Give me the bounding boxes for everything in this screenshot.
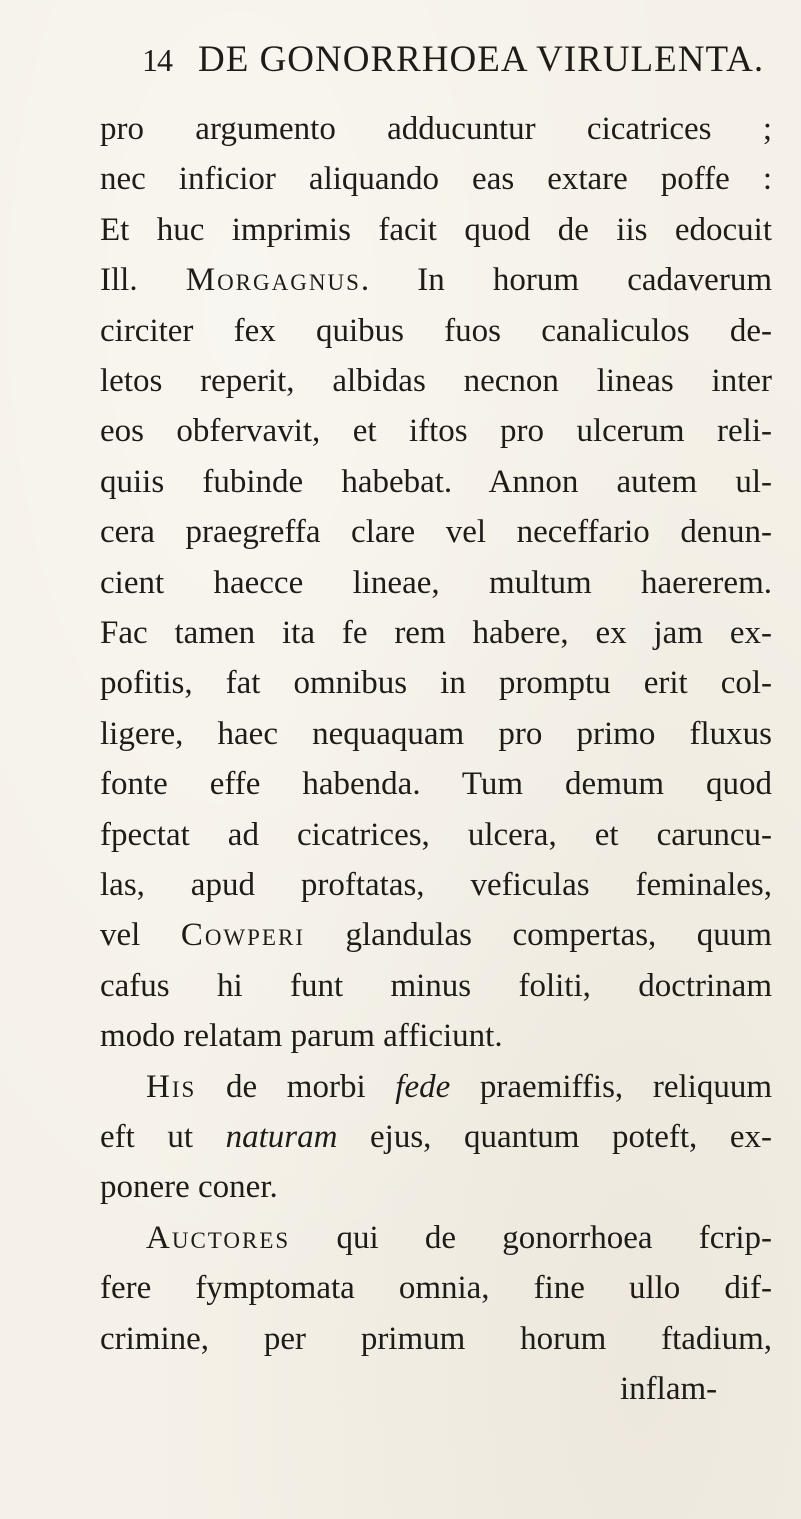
page-header [142,38,764,88]
text-segment: circiter fex quibus fuos canaliculos de- [100,312,772,349]
text-segment: cient haecce lineae, multum haererem. [100,564,772,601]
text-segment: . In horum cadaverum [360,262,772,299]
text-line [100,1011,503,1061]
text-segment: fonte effe habenda. Tum demum quod [100,766,772,803]
text-segment: de morbi [196,1068,396,1105]
text-segment: letos reperit, albidas necnon lineas inter [100,363,772,399]
page-number: 14 [142,42,172,78]
text-segment: cafus hi funt minus foliti, doctrinam [100,967,772,1004]
text-segment: Auctores [146,1219,291,1256]
text-segment: Fac tamen ita fe rem habere, ex jam ex- [100,615,772,651]
text-segment: cera praegreffa clare vel neceffario denun- [100,514,772,551]
text-segment: vel [100,917,181,954]
text-segment: His [146,1068,197,1105]
text-line [100,1263,772,1313]
text-segment: naturam [225,1119,338,1155]
text-segment: qui de gonorrhoea fcrip- [290,1219,772,1256]
text-segment: quiis fubinde habebat. Annon autem ul- [100,463,772,500]
text-line [100,1112,772,1162]
text-segment: ligere, haec nequaquam pro primo fluxus [100,715,772,752]
text-line [100,154,772,204]
running-title: DE GONORRHOEA VIRULENTA. [198,39,765,80]
text-segment: Morgagnus [185,262,361,299]
text-line [100,759,772,809]
text-line [100,356,772,406]
text-segment: Et huc imprimis facit quod de iis edocuit [100,211,772,248]
text-segment: fere fymptomata omnia, fine ullo dif- [100,1270,772,1307]
text-segment: inflam- [620,1371,718,1407]
text-line [100,910,772,960]
text-segment: ponere coner. [100,1169,278,1206]
text-segment: Ill. [100,262,186,299]
text-line [100,406,772,456]
text-line [146,1062,772,1112]
text-segment: fede [395,1068,451,1105]
text-line [100,558,772,608]
text-segment: glandulas compertas, quum [304,917,772,954]
text-line [100,255,772,305]
text-line [100,608,772,658]
text-line [100,205,772,255]
text-segment: las, apud proftatas, veficulas feminales, [100,867,772,903]
text-line [100,457,772,507]
text-line [100,1314,772,1364]
text-line [146,1213,772,1263]
text-segment: ejus, quantum poteft, ex- [337,1119,772,1155]
text-line [100,709,772,759]
text-line [620,1364,717,1414]
text-segment: Cowperi [180,917,305,954]
text-line [100,1162,278,1212]
text-segment: modo relatam parum afficiunt. [100,1018,503,1055]
text-line [100,306,772,356]
text-line [100,860,772,910]
text-segment: fpectat ad cicatrices, ulcera, et caruncu- [100,816,772,853]
text-segment: praemiffis, reliquum [450,1068,772,1105]
text-segment: crimine, per primum horum ftadium, [100,1320,772,1357]
text-line [100,810,772,860]
text-segment: eft ut [100,1119,226,1155]
text-segment: pro argumento adducuntur cicatrices ; [100,111,772,147]
text-line [100,961,772,1011]
text-segment: eos obfervavit, et iftos pro ulcerum reli- [100,413,772,450]
text-line [100,104,772,154]
text-line [100,507,772,557]
text-segment: nec inficior aliquando eas extare poffe : [100,161,772,198]
text-segment: pofitis, fat omnibus in promptu erit col- [100,665,772,702]
text-line [100,658,772,708]
